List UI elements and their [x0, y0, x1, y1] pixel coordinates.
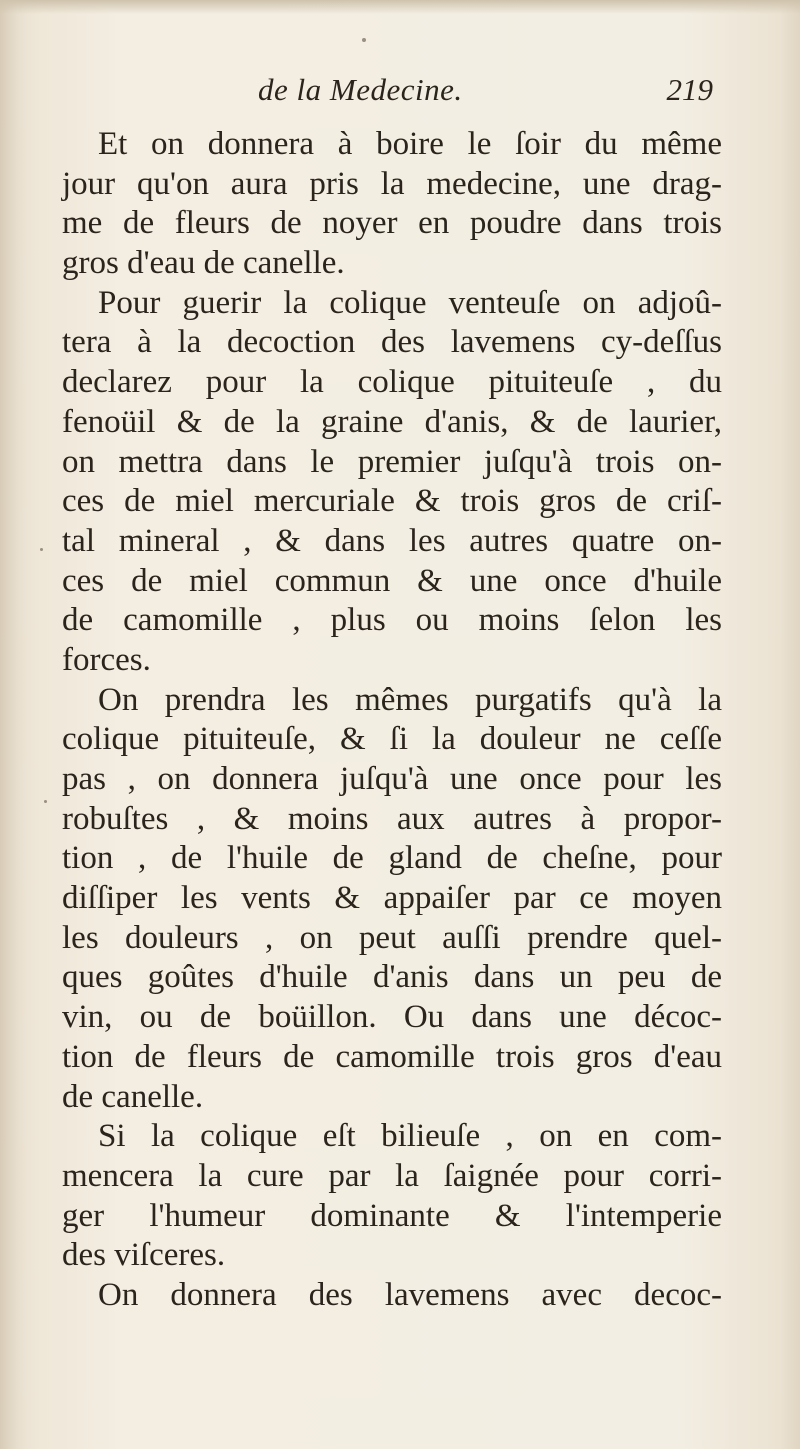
ink-speck [44, 800, 47, 803]
text-line: ger l'humeur dominante & l'intemperie [62, 1197, 722, 1234]
page-number: 219 [666, 72, 713, 107]
text-line: de canelle. [62, 1078, 204, 1115]
text-line: mencera la cure par la ſaignée pour corri- [62, 1157, 722, 1194]
top-edge-shadow [0, 0, 800, 14]
text-line: Si la colique eſt bilieuſe , on en com- [98, 1118, 722, 1155]
text-line: colique pituiteuſe, & ſi la douleur ne ceſſe [62, 721, 722, 758]
text-line: robuſtes , & moins aux autres à propor- [62, 800, 722, 837]
running-head [88, 72, 723, 116]
binding-edge [0, 0, 26, 1449]
text-line: On prendra les mêmes purgatifs qu'à la [98, 681, 722, 718]
text-line: tion , de l'huile de gland de cheſne, pour [62, 840, 722, 877]
text-line: gros d'eau de canelle. [62, 245, 345, 282]
text-line: ces de miel commun & une once d'huile [62, 562, 722, 599]
text-line: on mettra dans le premier juſqu'à trois on- [62, 443, 722, 480]
text-line: ques goûtes d'huile d'anis dans un peu de [62, 959, 722, 996]
running-head-title: de la Medecine. [258, 72, 463, 107]
text-line: forces. [62, 641, 151, 678]
text-line: de camomille , plus ou moins ſelon les [62, 602, 722, 639]
text-line: me de fleurs de noyer en poudre dans trois [62, 205, 722, 242]
text-line: pas , on donnera juſqu'à une once pour les [62, 761, 722, 797]
body-text [62, 125, 722, 1316]
text-line: On donnera des lavemens avec decoc- [98, 1276, 722, 1313]
text-line: diſſiper les vents & appaiſer par ce moyen [62, 880, 722, 917]
ink-speck [40, 548, 43, 551]
text-line: jour qu'on aura pris la medecine, une drag- [62, 165, 722, 202]
text-line: Et on donnera à boire le ſoir du même [98, 126, 722, 162]
text-line: declarez pour la colique pituiteuſe , du [62, 364, 722, 401]
text-line: ces de miel mercuriale & trois gros de criſ- [62, 483, 722, 520]
text-line: fenoüil & de la graine d'anis, & de laurier, [62, 403, 722, 440]
text-line: tal mineral , & dans les autres quatre on- [62, 522, 722, 559]
text-line: les douleurs , on peut auſſi prendre quel- [62, 919, 722, 956]
ink-speck [362, 38, 366, 42]
text-line: tera à la decoction des lavemens cy-deſſus [62, 324, 722, 361]
text-line: tion de fleurs de camomille trois gros d'eau [62, 1038, 722, 1075]
text-line: Pour guerir la colique venteuſe on adjoû- [98, 284, 722, 321]
text-line: vin, ou de boüillon. Ou dans une décoc- [62, 999, 722, 1036]
text-line: des viſceres. [62, 1237, 226, 1274]
